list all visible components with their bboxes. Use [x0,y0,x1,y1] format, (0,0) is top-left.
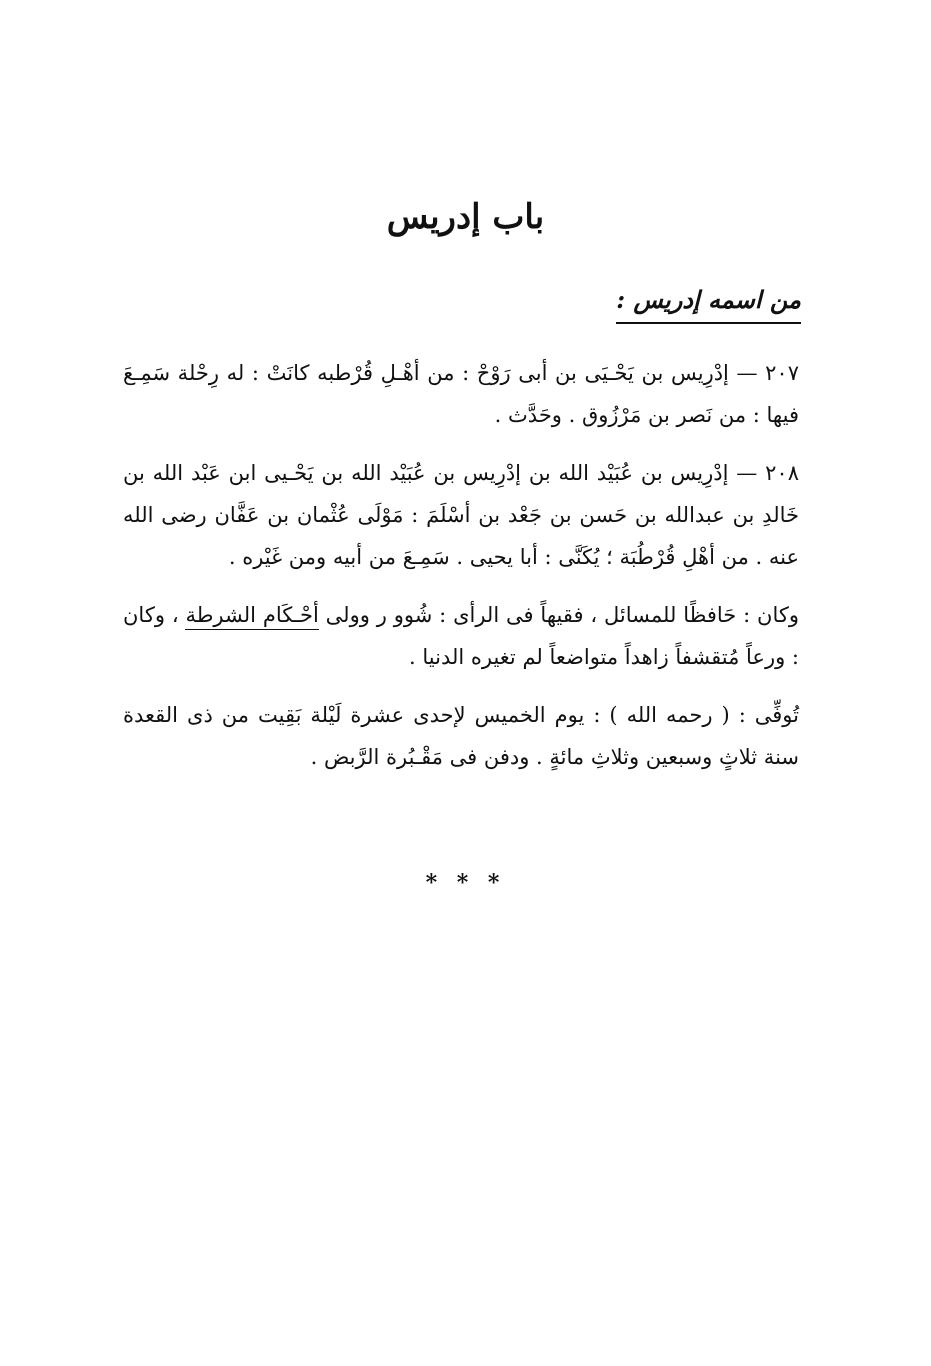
paragraph-text-after: ، وكان : ورعاً مُتقشفاً زاهداً متواضعاً لم تغيره الدنيا . [123,603,799,669]
entry-207 [123,352,799,436]
paragraph-character [123,594,799,678]
entry-number: ٢٠٨ [765,461,799,485]
entry-text: — إدْرِيس بن عُبَيْد الله بن إدْرِيس بن عُبَيْد الله بن يَحْـيى ابن عَبْد الله بن خَالدِ بن عبدالله بن حَسن بن جَعْد بن أسْلَمَ : مَوْلَى عُثْمان بن عَفَّان رضى الله عنه . من أهْلِ قُرْطُبَة ؛ يُكَنَّى : أبا يحيى . سَمِـعَ من أبيه ومن غَيْره . [123,461,799,569]
body-text [123,352,799,794]
chapter-title: باب إدريس [386,197,545,237]
section-heading-text: من اسمه إدريس : [616,280,801,324]
paragraph-death: تُوفِّى : ( رحمه الله ) : يوم الخميس لإحدى عشرة لَيْلة بَقِيت من ذى القعدة سنة ثلاثٍ وسبعين وثلاثِ مائةٍ . ودفن فى مَقْـبُرة الرَّبض . [123,703,799,769]
paragraph-text-before: وكان : حَافظًا للمسائل ، فقيهاً فى الرأى : شُوو ر وولى [318,603,800,627]
underlined-phrase: أحْـكَام الشرطة [185,603,318,630]
entry-number: ٢٠٧ [765,361,799,385]
section-separator: * * * [425,870,506,896]
entry-208 [123,452,799,578]
section-heading [616,280,801,324]
entry-text: — إدْرِيس بن يَحْـيَى بن أبى رَوْحْ : من أهْـلِ قُرْطبه كانَتْ : له رِحْلة سَمِـعَ فيها : من نَصر بن مَرْزُوق . وحَدَّث . [123,361,799,427]
